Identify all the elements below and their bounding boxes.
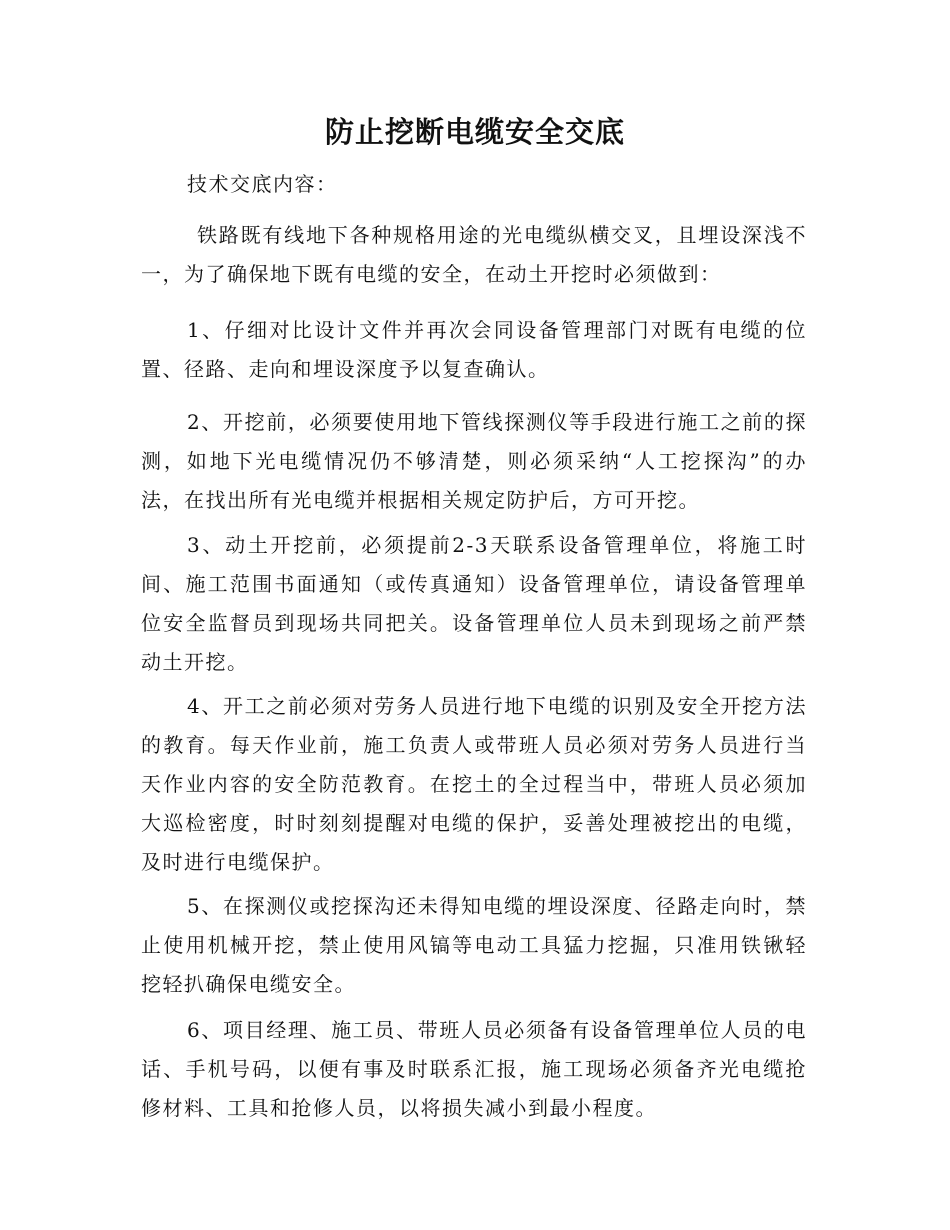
document-title: 防止挖断电缆安全交底 [324,115,625,149]
item-paragraph-5: 5、在探测仪或挖探沟还未得知电缆的埋设深度、径路走向时，禁止使用机械开挖，禁止使用风镐等电动工具猛力挖掘，只准用铁锹轻挖轻扒确保电缆安全。 [141,894,807,996]
section-heading: 技术交底内容： [187,172,338,196]
item-paragraph-2: 2、开挖前，必须要使用地下管线探测仪等手段进行施工之前的探测，如地下光电缆情况仍不够清楚，则必须采纳“人工挖探沟”的办法，在找出所有光电缆并根据相关规定防护后，方可开挖。 [141,410,807,512]
item-paragraph-3: 3、动土开挖前，必须提前2-3天联系设备管理单位，将施工时间、施工范围书面通知（或传真通知）设备管理单位，请设备管理单位安全监督员到现场共同把关。设备管理单位人员未到现场之前严禁动土开挖。 [141,533,807,674]
intro-paragraph: 铁路既有线地下各种规格用途的光电缆纵横交叉，且埋设深浅不一，为了确保地下既有电缆的安全，在动土开挖时必须做到： [141,223,807,286]
item-paragraph-4: 4、开工之前必须对劳务人员进行地下电缆的识别及安全开挖方法的教育。每天作业前，施工负责人或带班人员必须对劳务人员进行当天作业内容的安全防范教育。在挖土的全过程当中，带班人员必须加大巡检密度，时时刻刻提醒对电缆的保护，妥善处理被挖出的电缆，及时进行电缆保护。 [141,694,807,874]
item-paragraph-6: 6、项目经理、施工员、带班人员必须备有设备管理单位人员的电话、手机号码，以便有事及时联系汇报，施工现场必须备齐光电缆抢修材料、工具和抢修人员，以将损失减小到最小程度。 [141,1018,807,1120]
item-paragraph-1: 1、仔细对比设计文件并再次会同设备管理部门对既有电缆的位置、径路、走向和埋设深度予以复查确认。 [141,318,807,381]
